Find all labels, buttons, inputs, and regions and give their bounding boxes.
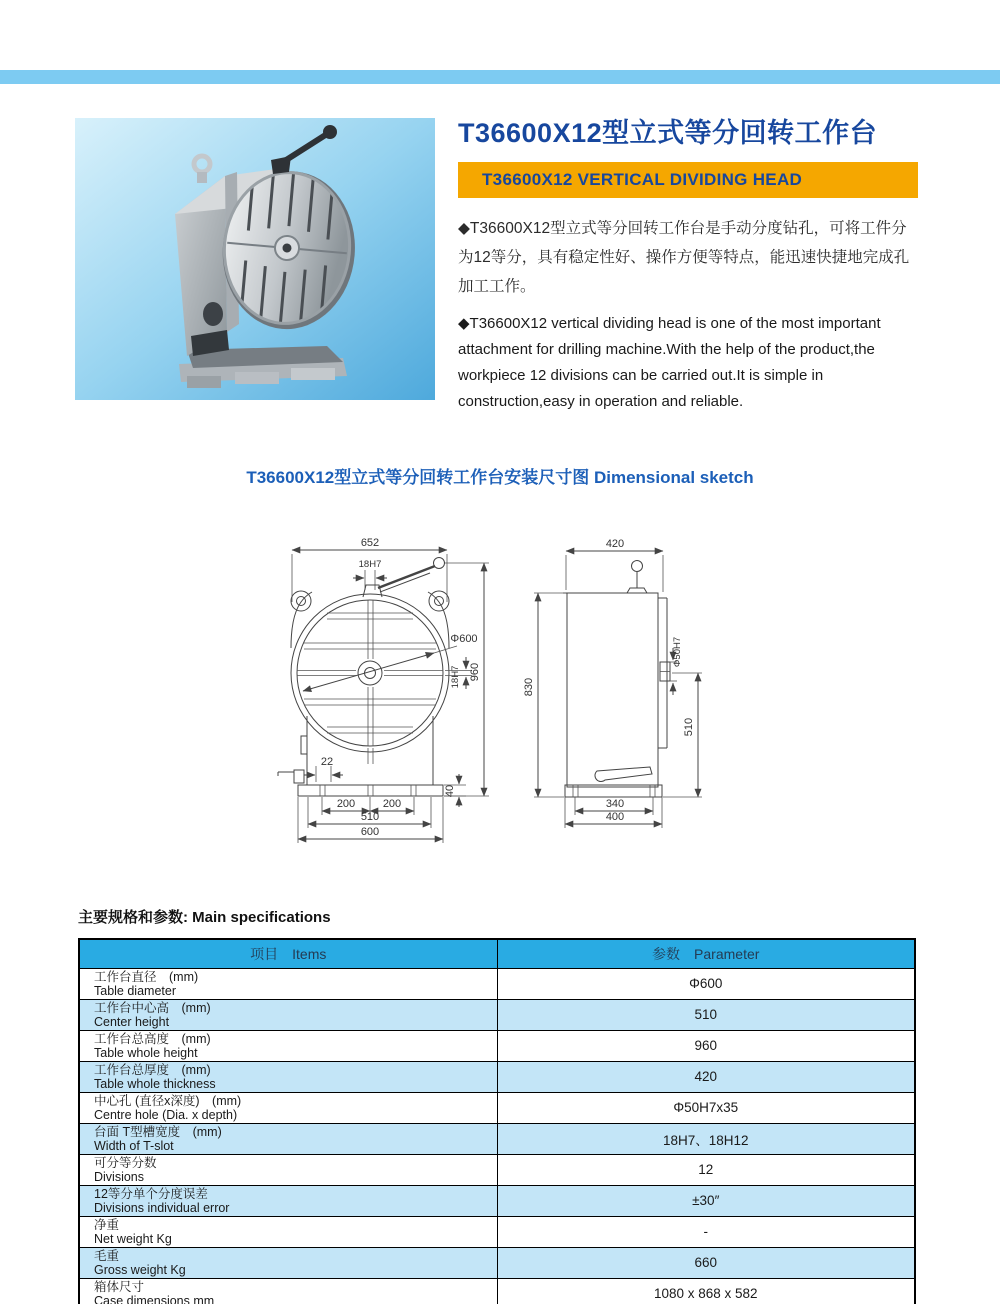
- spec-item-cn: 可分等分数: [94, 1155, 157, 1170]
- dim-side-width: 420: [605, 538, 625, 550]
- dim-front-width: 652: [360, 537, 380, 549]
- spec-item-cn: 工作台总厚度 (mm): [94, 1062, 211, 1077]
- spec-value: -: [497, 1216, 915, 1247]
- spec-item-en: Table diameter: [94, 983, 176, 998]
- dim-front-slot-mid: 18H7: [450, 665, 461, 689]
- spec-item-en: Net weight Kg: [94, 1231, 172, 1246]
- spec-row: [79, 1061, 915, 1092]
- dim-front-offset: 22: [320, 756, 334, 768]
- spec-row: [79, 1185, 915, 1216]
- spec-value: ±30″: [497, 1185, 915, 1216]
- spec-item-cn: 12等分单个分度误差: [94, 1186, 208, 1201]
- dim-side-total-width: 400: [605, 811, 625, 823]
- spec-row: [79, 999, 915, 1030]
- spec-item-en: Divisions individual error: [94, 1200, 230, 1215]
- dimensional-drawing-svg: [260, 520, 740, 870]
- description-english: ◆T36600X12 vertical dividing head is one of the most important attachment for drilling machine.With the help of the product,the workpiece 12 divisions can be carried out.It is simple in construction,easy in operation and reliable.: [458, 315, 881, 410]
- spec-item-cn: 毛重: [94, 1248, 120, 1263]
- spec-row: [79, 1278, 915, 1304]
- specs-heading: 主要规格和参数: Main specifications: [78, 909, 331, 926]
- spec-value: 660: [497, 1247, 915, 1278]
- column-header-parameter: 参数 Parameter: [497, 939, 915, 968]
- dimensional-drawing: [260, 520, 740, 875]
- dim-front-slot-top: 18H7: [358, 559, 382, 570]
- spec-item-en: Table whole thickness: [94, 1076, 216, 1091]
- spec-item-en: Center height: [94, 1014, 170, 1029]
- page-title: T36600X12型立式等分回转工作台: [458, 118, 878, 148]
- description-chinese: ◆T36600X12型立式等分回转工作台是手动分度钻孔，可将工件分为12等分，具有稳定性好、操作方便等特点，能迅速快捷地完成孔加工工作。: [458, 220, 910, 295]
- spec-item-cn: 台面 T型槽宽度 (mm): [94, 1124, 222, 1139]
- sketch-title: T36600X12型立式等分回转工作台安装尺寸图 Dimensional sketch: [246, 468, 754, 487]
- spec-item-en: Table whole height: [94, 1045, 198, 1060]
- spec-item-en: Case dimensions mm: [94, 1293, 215, 1304]
- spec-item-en: Width of T-slot: [94, 1138, 174, 1153]
- dim-side-center-height: 510: [683, 717, 695, 737]
- dim-side-height: 830: [523, 677, 535, 697]
- spec-item-cn: 中心孔 (直径x深度) (mm): [94, 1093, 242, 1108]
- spec-row: [79, 968, 915, 999]
- specs-header-row: [79, 939, 915, 968]
- product-photo-image: [75, 118, 435, 400]
- subtitle-banner: T36600X12 VERTICAL DIVIDING HEAD: [458, 162, 918, 198]
- column-header-items: 项目 Items: [79, 939, 497, 968]
- spec-value: 510: [497, 999, 915, 1030]
- spec-row: [79, 1123, 915, 1154]
- spec-value: 420: [497, 1061, 915, 1092]
- spec-value: 12: [497, 1154, 915, 1185]
- spec-row: [79, 1216, 915, 1247]
- spec-item-cn: 工作台总高度 (mm): [94, 1031, 211, 1046]
- spec-item-cn: 工作台直径 (mm): [94, 969, 199, 984]
- top-accent-bar: [0, 70, 1000, 84]
- spec-item-en: Divisions: [94, 1169, 145, 1184]
- spec-row: [79, 1247, 915, 1278]
- dim-side-base-width: 340: [605, 798, 625, 810]
- dim-front-hole-right: 200: [382, 798, 402, 810]
- header-block: [458, 116, 918, 415]
- spec-item-cn: 工作台中心高 (mm): [94, 1000, 211, 1015]
- spec-row: [79, 1092, 915, 1123]
- dim-front-height: 960: [469, 662, 481, 682]
- spec-value: Φ600: [497, 968, 915, 999]
- spec-row: [79, 1154, 915, 1185]
- side-view: [523, 538, 702, 828]
- specs-table: [78, 938, 916, 1304]
- spec-value: 960: [497, 1030, 915, 1061]
- product-photo: [75, 118, 435, 400]
- front-view: [278, 537, 489, 843]
- spec-row: [79, 1030, 915, 1061]
- spec-value: 18H7、18H12: [497, 1123, 915, 1154]
- spec-item-en: Centre hole (Dia. x depth): [94, 1107, 238, 1122]
- dim-side-hole: Φ50H7: [672, 636, 683, 668]
- dim-front-hole-left: 200: [336, 798, 356, 810]
- dim-front-diameter: Φ600: [450, 633, 478, 645]
- spec-value: 1080 x 868 x 582: [497, 1278, 915, 1304]
- dim-front-base-height: 40: [444, 784, 456, 798]
- spec-value: Φ50H7x35: [497, 1092, 915, 1123]
- spec-item-cn: 箱体尺寸: [94, 1279, 145, 1294]
- spec-item-en: Gross weight Kg: [94, 1262, 186, 1277]
- dim-front-total-width: 600: [360, 826, 380, 838]
- dim-front-base-width: 510: [360, 811, 380, 823]
- spec-item-cn: 净重: [94, 1217, 120, 1232]
